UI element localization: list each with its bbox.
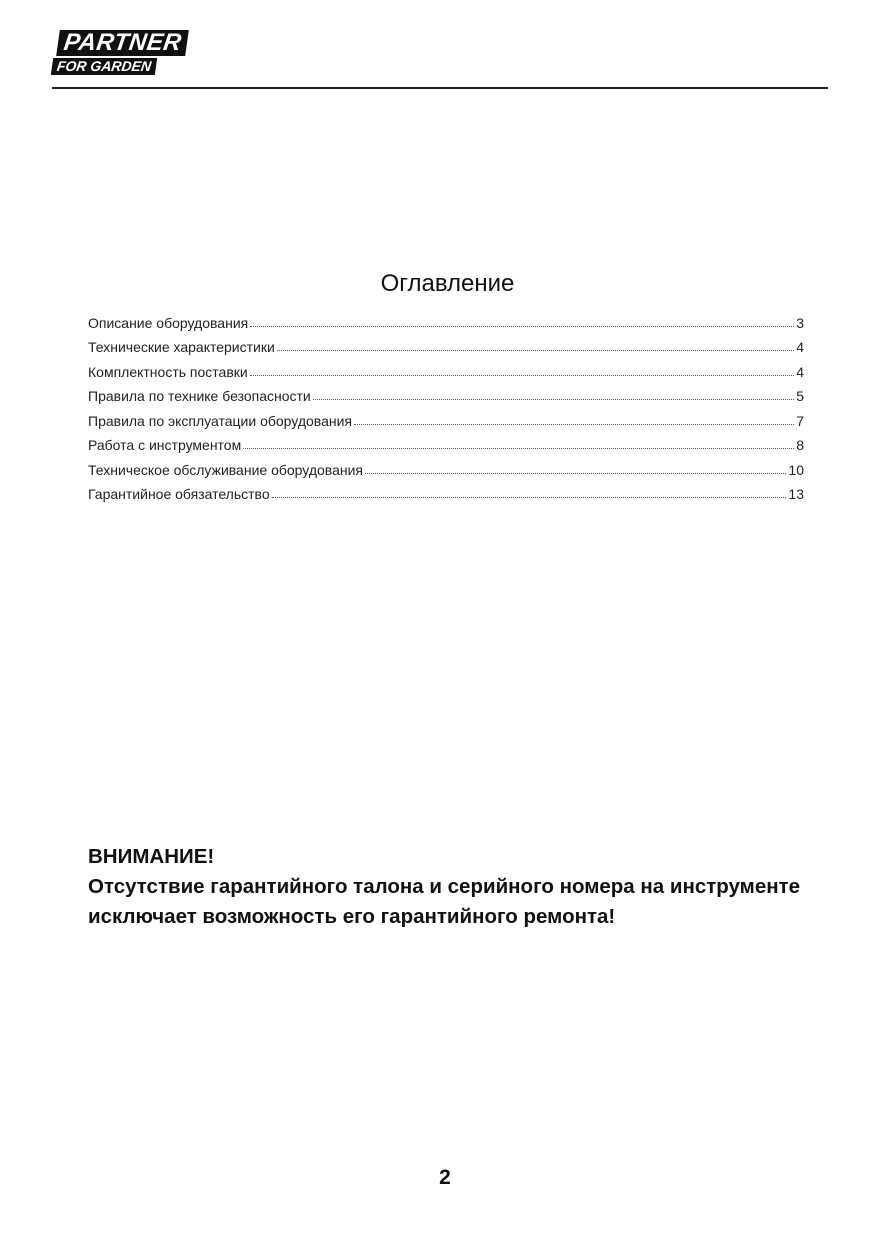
toc-title: Оглавление [380,270,515,297]
toc-item-label: Правила по эксплуатации оборудования [88,412,352,429]
toc-item-page: 4 [796,363,804,380]
logo-bottom-text: FOR GARDEN [51,58,158,75]
toc-item-label: Техническое обслуживание оборудования [88,461,363,478]
toc-item-page: 7 [796,412,804,429]
toc-item[interactable] [88,355,804,380]
toc-item[interactable] [88,429,804,454]
toc-leader-dots [354,424,794,425]
toc-leader-dots [243,448,794,449]
warranty-warning [88,842,818,932]
toc-item-label: Описание оборудования [88,314,249,331]
toc-item-label: Гарантийное обязательство [88,486,270,502]
toc-leader-dots [250,375,794,376]
toc-leader-dots [272,497,787,498]
table-of-contents [88,306,804,502]
toc-item-page: 10 [788,461,804,478]
brand-logo [52,30,212,76]
toc-leader-dots [313,399,794,400]
toc-item-page: 4 [796,339,804,355]
toc-item[interactable] [88,306,804,331]
toc-item[interactable] [88,404,804,429]
toc-item[interactable] [88,331,804,356]
toc-item-label: Работа с инструментом [88,437,242,453]
toc-leader-dots [250,326,794,327]
logo-top-text: PARTNER [56,30,189,56]
toc-item-label: Комплектность поставки [88,363,248,380]
toc-item-label: Технические характеристики [88,339,275,355]
toc-item[interactable] [88,453,804,478]
toc-item[interactable] [88,478,804,503]
toc-leader-dots [277,350,794,351]
toc-item[interactable] [88,380,804,405]
toc-item-page: 5 [796,388,804,404]
toc-item-page: 3 [796,314,804,331]
warning-heading: ВНИМАНИЕ! [88,845,215,868]
warning-text: Отсутствие гарантийного талона и серийного номера на инструменте исключает возможность его гарантийного ремонта! [88,875,801,928]
toc-item-label: Правила по технике безопасности [88,388,311,404]
toc-leader-dots [365,473,786,474]
header-divider [52,87,828,89]
toc-item-page: 13 [788,486,804,502]
toc-item-page: 8 [796,437,804,453]
page-number: 2 [439,1166,451,1189]
